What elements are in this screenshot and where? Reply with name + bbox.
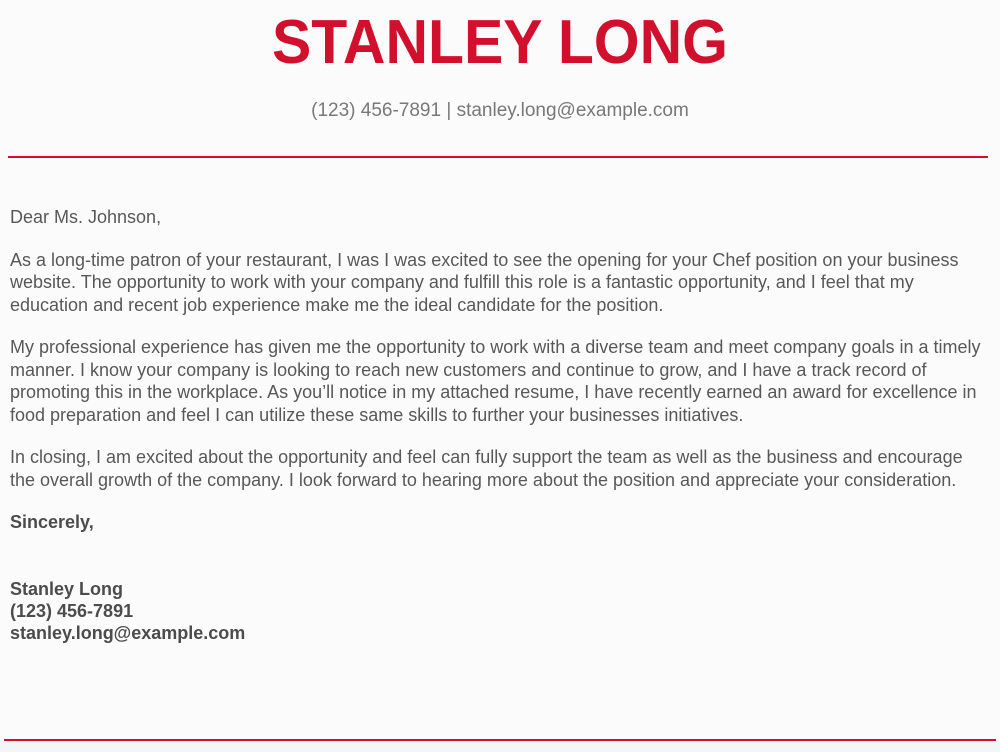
signature-block	[10, 578, 986, 644]
footer-strip	[0, 741, 1000, 752]
paragraph-closing: In closing, I am excited about the opportunity and feel can fully support the team as well as the business and encourage the overall growth of the company. I look forward to hearing more about the position and appreciate your consideration.	[10, 447, 963, 490]
header-divider-line	[8, 156, 988, 158]
applicant-name-heading: STANLEY LONG	[272, 8, 728, 77]
salutation: Dear Ms. Johnson,	[10, 207, 162, 227]
closing-word: Sincerely,	[10, 512, 94, 532]
signature-phone: (123) 456-7891	[10, 600, 134, 621]
header-contact-line: (123) 456-7891 | stanley.long@example.com	[311, 100, 689, 121]
letter-header	[0, 0, 1000, 123]
letter-body	[0, 206, 1000, 644]
paragraph-intro: As a long-time patron of your restaurant, I was I was excited to see the opening for your Chef position on your business website. The opportunity to work with your company and fulfill this role is a fantastic opportunity, and I feel that my education and recent job experience make me the ideal candidate for the position.	[10, 249, 959, 315]
signature-email: stanley.long@example.com	[10, 622, 246, 643]
signature-name: Stanley Long	[10, 578, 124, 599]
paragraph-experience: My professional experience has given me the opportunity to work with a diverse team and meet company goals in a timely manner. I know your company is looking to reach new customers and continue to grow, and I have a track record of promoting this in the workplace. As you’ll notice in my attached resume, I have recently earned an award for excellence in food preparation and feel I can utilize these same skills to further your businesses initiatives.	[10, 337, 981, 425]
